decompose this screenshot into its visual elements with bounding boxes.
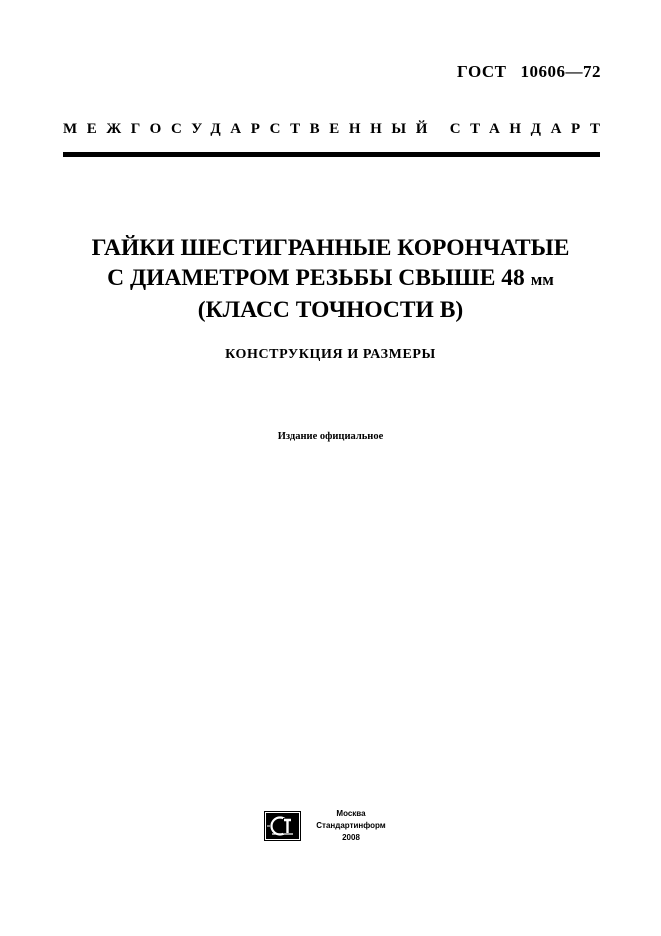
publisher-imprint xyxy=(306,808,396,844)
gost-code: 10606—72 xyxy=(520,62,601,81)
standard-type-word-2: СТАНДАРТ xyxy=(449,121,610,137)
title-line-2-text: С ДИАМЕТРОМ РЕЗЬБЫ СВЫШЕ 48 xyxy=(107,265,525,291)
title-line-3: (КЛАСС ТОЧНОСТИ В) xyxy=(197,297,464,323)
imprint-city: Москва xyxy=(336,809,366,818)
imprint-year: 2008 xyxy=(342,833,360,842)
gost-prefix: ГОСТ xyxy=(457,62,507,81)
gost-number xyxy=(457,62,601,82)
header-divider xyxy=(63,152,600,157)
title-line-2-unit: мм xyxy=(530,270,554,289)
edition-note: Издание официальное xyxy=(277,431,384,442)
imprint-publisher: Стандартинформ xyxy=(316,821,386,830)
title-line-2 xyxy=(0,263,661,295)
standard-type-word-1: МЕЖГОСУДАРСТВЕННЫЙ xyxy=(63,121,438,137)
standard-type-heading xyxy=(63,121,610,138)
title-line-1: ГАЙКИ ШЕСТИГРАННЫЕ КОРОНЧАТЫЕ xyxy=(91,235,570,261)
standartinform-logo-icon xyxy=(264,811,301,841)
document-subtitle: КОНСТРУКЦИЯ И РАЗМЕРЫ xyxy=(225,347,436,362)
document-title xyxy=(0,233,661,325)
